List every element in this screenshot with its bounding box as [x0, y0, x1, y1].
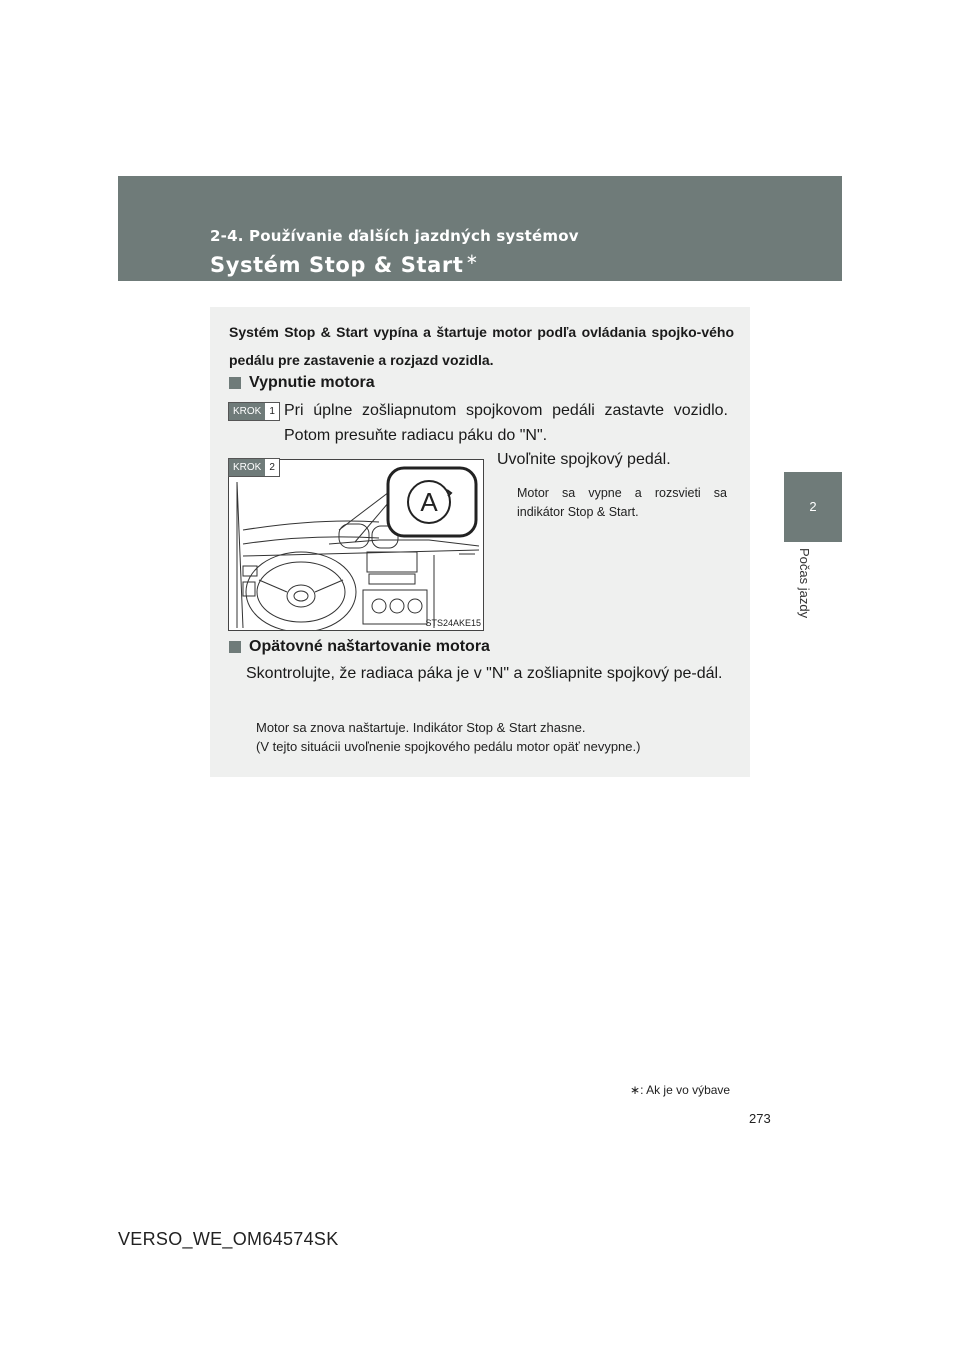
restart-text: Skontrolujte, že radiaca páka je v "N" a zošliapnite spojkový pe-dál. [246, 665, 723, 682]
heading-restart-engine [229, 638, 490, 656]
step-2-number: 2 [265, 459, 279, 476]
figure-code: STS24AKE15 [425, 618, 481, 628]
asterisk-icon: ∗ [465, 250, 479, 268]
step-2-text: Uvoľnite spojkový pedál. [497, 451, 671, 468]
step-2-badge [228, 458, 280, 477]
chapter-tab[interactable]: 2 [784, 472, 842, 542]
callout-label: A [420, 487, 438, 517]
dashboard-illustration [228, 459, 484, 631]
document-code: VERSO_WE_OM64574SK [118, 1229, 339, 1249]
page-title-text: Systém Stop & Start [210, 253, 464, 277]
section-label: 2-4. Používanie ďalších jazdných systémov [210, 227, 579, 245]
chapter-label: Počas jazdy [797, 548, 812, 619]
heading-stop-engine-text: Vypnutie motora [249, 374, 375, 391]
square-bullet-icon [229, 641, 241, 653]
page-number: 273 [749, 1111, 771, 1126]
dashboard-drawing [229, 460, 483, 630]
restart-note-line-1: Motor sa znova naštartuje. Indikátor Stop & Start zhasne. [256, 720, 586, 735]
asterisk-icon: ∗ [630, 1083, 641, 1097]
footnote [630, 1083, 730, 1097]
step-2-word: KROK [229, 459, 265, 476]
step-2-note: Motor sa vypne a rozsvieti sa indikátor Stop & Start. [517, 486, 727, 519]
footnote-text: : Ak je vo výbave [640, 1083, 731, 1097]
square-bullet-icon [229, 377, 241, 389]
heading-restart-engine-text: Opätovné naštartovanie motora [249, 638, 490, 655]
step-1-number: 1 [265, 403, 279, 420]
heading-stop-engine [229, 374, 375, 392]
restart-note-line-2: (V tejto situácii uvoľnenie spojkového pedálu motor opäť nevypne.) [256, 739, 641, 754]
page-title [210, 250, 479, 277]
step-1-word: KROK [229, 403, 265, 420]
restart-note [256, 718, 736, 756]
step-1-text: Pri úplne zošliapnutom spojkovom pedáli zastavte vozidlo. Potom presuňte radiacu páku do "N". [284, 402, 728, 444]
intro-text: Systém Stop & Start vypína a štartuje motor podľa ovládania spojko-vého pedálu pre zastavenie a rozjazd vozidla. [229, 324, 734, 368]
step-1-badge [228, 402, 280, 421]
